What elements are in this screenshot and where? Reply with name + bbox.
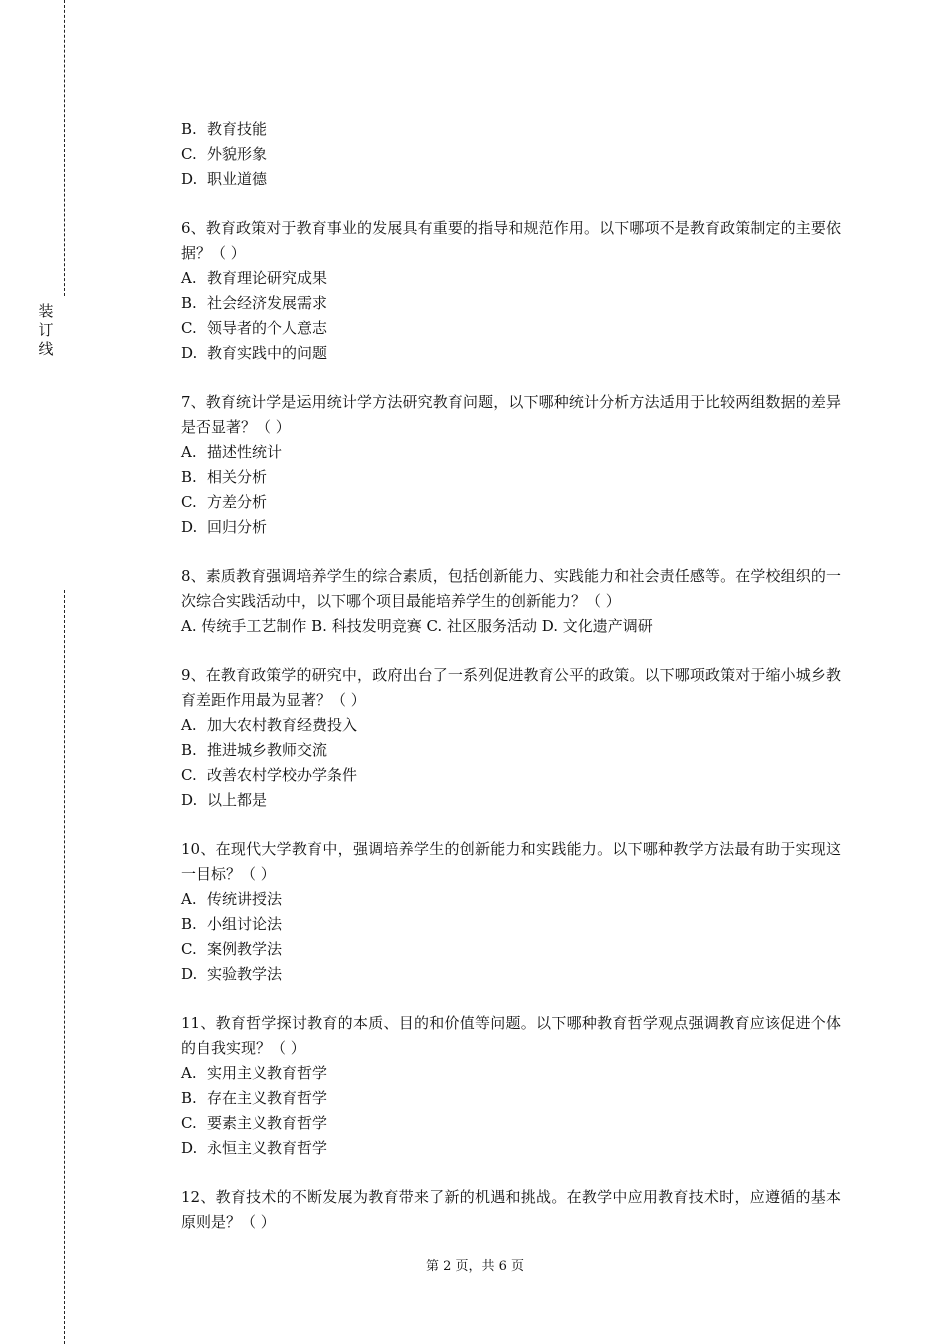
option-d: D. 回归分析 <box>181 518 268 536</box>
question-stem: 10、在现代大学教育中，强调培养学生的创新能力和实践能力。以下哪种教学方法最有助于实现这一目标？（ ） <box>181 840 841 883</box>
question-stem: 9、在教育政策学的研究中，政府出台了一系列促进教育公平的政策。以下哪项政策对于缩小城乡教育差距作用最为显著？（ ） <box>181 666 841 709</box>
question-stem: 11、教育哲学探讨教育的本质、目的和价值等问题。以下哪种教育哲学观点强调教育应该促进个体的自我实现？（ ） <box>181 1014 841 1057</box>
question-stem: 7、教育统计学是运用统计学方法研究教育问题，以下哪种统计分析方法适用于比较两组数据的差异是否显著？（ ） <box>181 393 841 436</box>
question-stem: 8、素质教育强调培养学生的综合素质，包括创新能力、实践能力和社会责任感等。在学校组织的一次综合实践活动中，以下哪个项目最能培养学生的创新能力？（ ） <box>181 567 841 610</box>
question-12 <box>181 1185 841 1235</box>
binding-dashed-line-top <box>64 0 65 296</box>
question-stem: 6、教育政策对于教育事业的发展具有重要的指导和规范作用。以下哪项不是教育政策制定的主要依据？（ ） <box>181 219 841 262</box>
option-c: C. 案例教学法 <box>181 940 283 958</box>
question-10 <box>181 837 841 987</box>
option-d: D. 以上都是 <box>181 791 268 809</box>
option-a: A. 描述性统计 <box>181 443 283 461</box>
option-d: D. 永恒主义教育哲学 <box>181 1139 328 1157</box>
option-c: C. 改善农村学校办学条件 <box>181 766 358 784</box>
question-8 <box>181 564 841 639</box>
option-b: B. 教育技能 <box>181 120 268 138</box>
binding-line-label <box>36 302 56 359</box>
question-11 <box>181 1011 841 1161</box>
question-7 <box>181 390 841 540</box>
question-9 <box>181 663 841 813</box>
binding-label-char: 装 <box>38 302 54 320</box>
option-b: B. 存在主义教育哲学 <box>181 1089 328 1107</box>
question-stem: 12、教育技术的不断发展为教育带来了新的机遇和挑战。在教学中应用教育技术时，应遵循的基本原则是？（ ） <box>181 1188 841 1231</box>
option-b: B. 相关分析 <box>181 468 268 486</box>
option-c: C. 外貌形象 <box>181 145 268 163</box>
page-number: 第 2 页，共 6 页 <box>425 1259 525 1274</box>
binding-label-char: 订 <box>38 321 54 339</box>
option-d: D. 实验教学法 <box>181 965 283 983</box>
question-6 <box>181 216 841 366</box>
option-b: B. 小组讨论法 <box>181 915 283 933</box>
option-b: B. 推进城乡教师交流 <box>181 741 328 759</box>
binding-label-char: 线 <box>38 340 54 358</box>
binding-dashed-line-bottom <box>64 590 65 1344</box>
option-c: C. 方差分析 <box>181 493 268 511</box>
option-c: C. 领导者的个人意志 <box>181 319 328 337</box>
option-a: A. 实用主义教育哲学 <box>181 1064 328 1082</box>
question-5-tail <box>181 117 841 192</box>
option-c: C. 要素主义教育哲学 <box>181 1114 328 1132</box>
option-a: A. 教育理论研究成果 <box>181 269 328 287</box>
option-d: D. 教育实践中的问题 <box>181 344 328 362</box>
options-inline: A. 传统手工艺制作 B. 科技发明竞赛 C. 社区服务活动 D. 文化遗产调研 <box>181 617 653 635</box>
option-a: A. 加大农村教育经费投入 <box>181 716 358 734</box>
option-a: A. 传统讲授法 <box>181 890 283 908</box>
option-d: D. 职业道德 <box>181 170 268 188</box>
exam-content <box>181 117 841 1235</box>
option-b: B. 社会经济发展需求 <box>181 294 328 312</box>
